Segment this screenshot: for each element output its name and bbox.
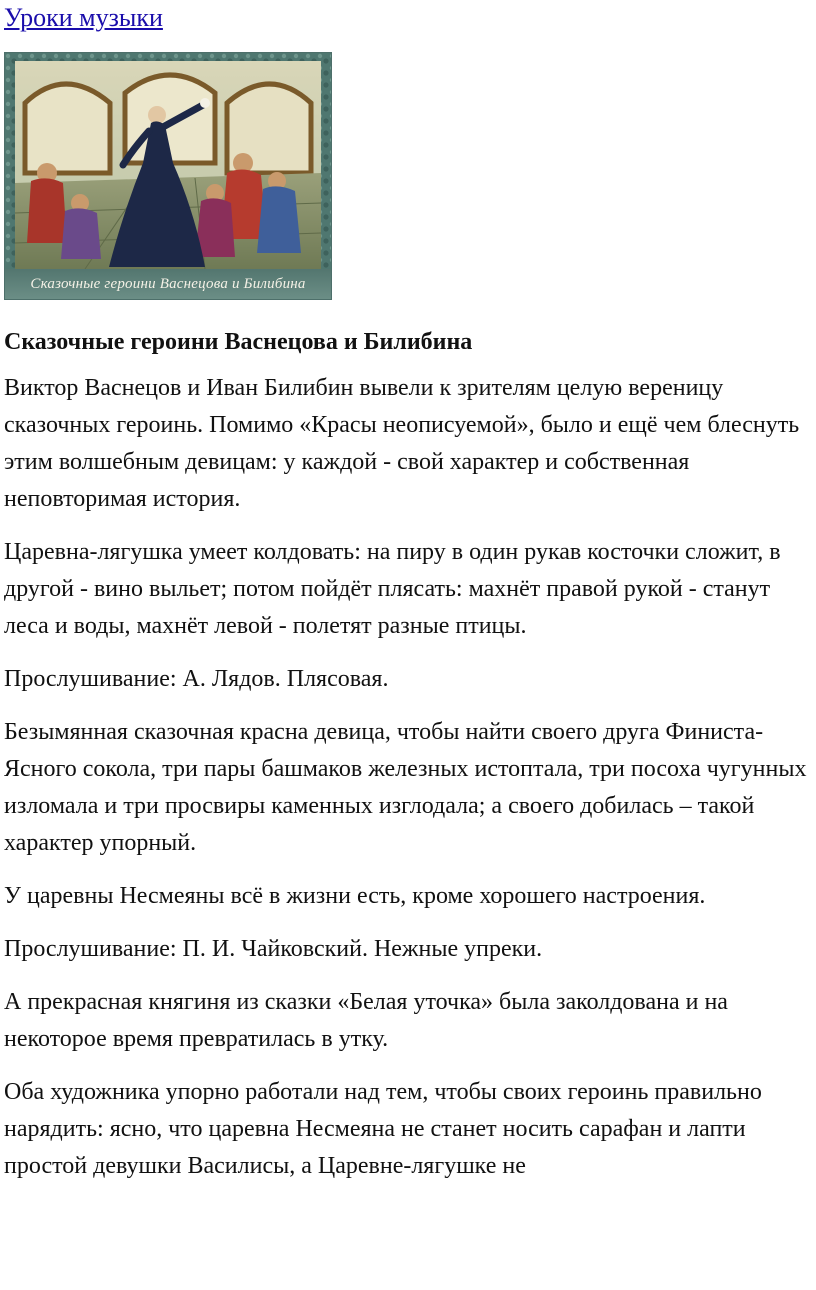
paragraph: Виктор Васнецов и Иван Билибин вывели к зрителям целую вереницу сказочных героинь. Помимо «Красы неописуемой», было и ещё чем блеснуть этим волшебным девицам: у каждой - свой характер и собственная неповторимая история. — [4, 375, 800, 512]
paragraph: Оба художника упорно работали над тем, чтобы своих героинь правильно нарядить: ясно, что царевна Несмеяна не станет носить сарафан и лапти простой девушки Василисы, а Царевне-лягушке не — [4, 1079, 762, 1179]
painting-illustration — [4, 52, 332, 300]
painting-image — [5, 53, 331, 299]
lessons-link[interactable]: Уроки музыки — [4, 3, 163, 32]
painting-caption: Сказочные героини Васнецова и Билибина — [5, 269, 331, 299]
paragraph: Безымянная сказочная красна девица, чтобы найти своего друга Финиста-Ясного сокола, три пары башмаков железных истоптала, три посоха чугунных изломала и три просвиры каменных изглодала; а своего добилась – такой характер упорный. — [4, 719, 807, 856]
paragraph: Царевна-лягушка умеет колдовать: на пиру в один рукав косточки сложит, в другой - вино выльет; потом пойдёт плясать: махнёт правой рукой - станут леса и воды, махнёт левой - полетят разные птицы. — [4, 539, 781, 639]
document-page — [4, 0, 812, 1185]
paragraph: А прекрасная княгиня из сказки «Белая уточка» была заколдована и на некоторое время превратилась в утку. — [4, 989, 728, 1052]
article-title: Сказочные героини Васнецова и Билибина — [4, 329, 473, 355]
listening-note: Прослушивание: А. Лядов. Плясовая. — [4, 666, 389, 692]
listening-note: Прослушивание: П. И. Чайковский. Нежные упреки. — [4, 936, 543, 962]
paragraph: У царевны Несмеяны всё в жизни есть, кроме хорошего настроения. — [4, 883, 706, 909]
